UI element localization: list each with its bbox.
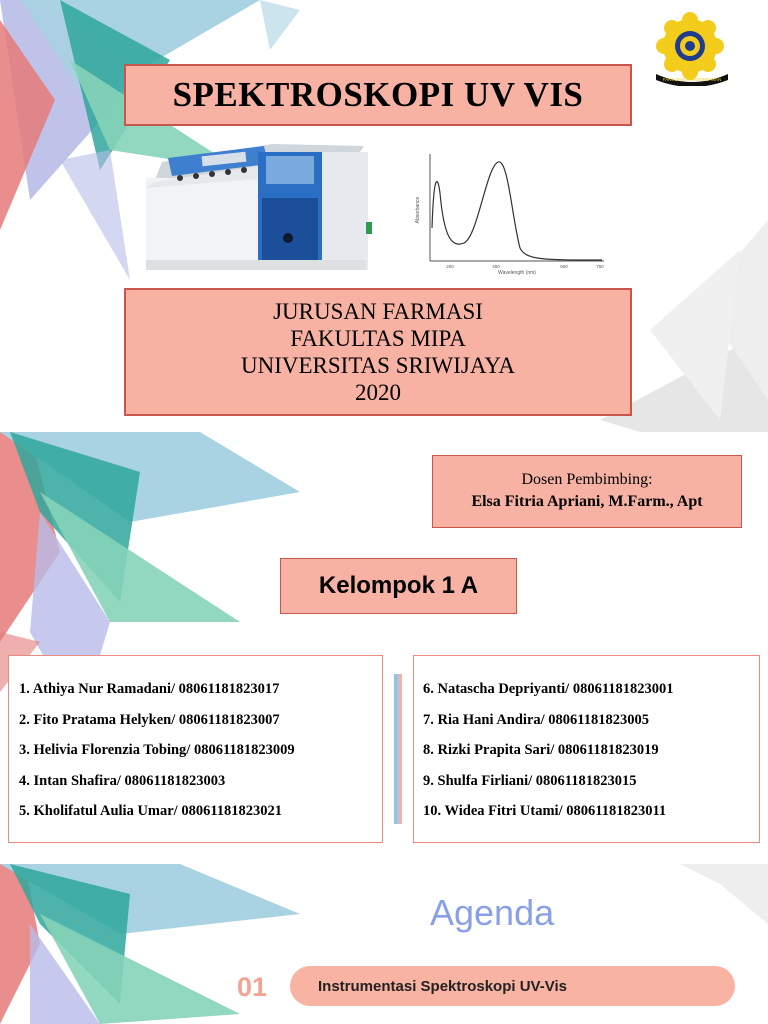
spectrophotometer-image [142,142,378,274]
list-item: 8. Rizki Prapita Sari/ 08061181823019 [423,742,659,758]
university-logo-icon [652,10,732,86]
spectrum-xtick: 400 [492,264,500,269]
list-item: 7. Ria Hani Andira/ 08061181823005 [423,711,649,728]
logo-caption: FAKULTAS PENGORBANAN [662,77,722,82]
slide-title [0,0,768,432]
title-box [124,64,632,126]
advisor-label: Dosen Pembimbing: [521,471,653,488]
members-list-right [413,655,760,843]
slide-members [0,432,768,864]
spectrum-ylabel: Absorbance [415,196,421,224]
list-item: 6. Natascha Depriyanti/ 08061181823001 [423,681,674,697]
uv-vis-spectrum-graph [412,148,612,278]
faculty-line: FAKULTAS MIPA [290,326,466,351]
list-item: 9. Shulfa Firliani/ 08061181823015 [423,772,637,789]
advisor-name: Elsa Fitria Apriani, M.Farm., Apt [471,493,703,510]
agenda-item-number: 01 [237,972,268,1002]
list-item: 10. Widea Fitri Utami/ 08061181823011 [423,803,667,819]
list-item: 4. Intan Shafira/ 08061181823003 [19,772,226,789]
list-item: 2. Fito Pratama Helyken/ 08061181823007 [19,711,280,728]
group-title: Kelompok 1 A [318,572,479,599]
department-line: JURUSAN FARMASI [273,299,483,324]
members-list-left [8,655,383,843]
spectrum-xlabel: Wavelength (nm) [498,270,536,276]
year-line: 2020 [355,380,401,405]
list-item: 5. Kholifatul Aulia Umar/ 08061181823021 [19,803,283,819]
spectrum-xtick: 200 [446,264,454,269]
spectrum-xtick: 600 [560,264,568,269]
advisor-box [432,455,742,528]
agenda-item-label: Instrumentasi Spektroskopi UV-Vis [318,977,567,995]
spectrum-xtick: 760 [596,264,604,269]
slide-agenda [0,864,768,1024]
agenda-title: Agenda [430,892,555,933]
agenda-item [290,966,735,1006]
list-item: 1. Athiya Nur Ramadani/ 08061181823017 [19,681,280,697]
department-box [124,288,632,416]
university-line: UNIVERSITAS SRIWIJAYA [241,353,515,378]
page-title: SPEKTROSKOPI UV VIS [172,75,584,114]
column-divider [394,674,402,824]
list-item: 3. Helivia Florenzia Tobing/ 08061181823009 [19,742,295,758]
group-box [280,558,517,614]
